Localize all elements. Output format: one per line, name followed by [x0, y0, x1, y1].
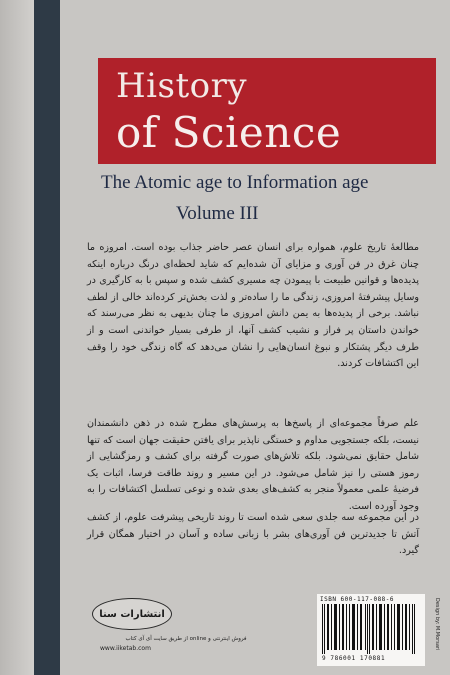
cover-edge	[0, 0, 34, 675]
spine-strip	[34, 0, 60, 675]
designer-credit: Design by: M.Morsari	[434, 598, 440, 651]
website-url: www.iiketab.com	[100, 645, 151, 652]
title-line-1: History	[116, 66, 248, 106]
isbn-text: ISBN 600-117-088-6	[320, 596, 395, 603]
title-line-2: of Science	[116, 108, 342, 157]
body-paragraph-1: مطالعهٔ تاریخ علوم، همواره برای انسان عصر حاضر جذاب بوده است. امروزه ما چنان غرق در فن آوری و مزایای آن شده‌ایم که شاید لحظه‌ای درنگ درباره اینکه پدیده‌ها و قوانین طبیعت با پیمودن چه مسیری کشف شده و سپس با به کارگیری در وسایل پیشرفتهٔ امروزی، زندگی ما را ساده‌تر و لذت بخش‌تر کرده‌اند خالی از لطف نباشد. برخی از پدیده‌ها به یمن دانش امروزی ما چنان بدیهی به نظر می‌رسند که خواندن داستان پر فراز و نشیب کشف آنها، از طرفی بسیار خواندنی است و از طرف دیگر پشتکار و نبوغ انسان‌هایی را نشان می‌دهد که گاه زندگی خود را وقف این اکتشافات کردند.	[87, 242, 419, 370]
subtitle: The Atomic age to Information age	[101, 172, 369, 193]
body-paragraph-2: علم صرفاً مجموعه‌ای از پاسخ‌ها به پرسش‌های مطرح شده در ذهن دانشمندان نیست، بلکه جستجویی مداوم و خستگی ناپذیر برای یافتن حقیقت جهان است که تنها شامل حقایق نمی‌شود. بلکه تلاش‌های صورت گرفته برای کشف و رمزگشایی از رموز هستی را نیز شامل می‌شود. در این مسیر و روند طاقت فرسا، اثبات یک فرضیهٔ علمی معمولاً منجر به کشف‌های بعدی شده و نوعی تسلسل اکتشافات را به وجود آورده است.	[87, 418, 419, 512]
publisher-logo: انتشارات سنا	[92, 598, 172, 630]
barcode-icon	[320, 604, 420, 654]
volume-label: Volume III	[176, 203, 259, 224]
online-sales-note: فروش اینترنتی و online از طریق سایت آی آی کتاب	[125, 636, 247, 642]
barcode-number: 9 786001 170881	[322, 655, 386, 662]
body-paragraph-3: در این مجموعه سه جلدی سعی شده است تا روند تاریخی پیشرفت علوم، از کشف آتش تا جدیدترین فن آوری‌های بشر با زبانی ساده و آسان در اختیار همگان قرار گیرد.	[87, 512, 419, 557]
